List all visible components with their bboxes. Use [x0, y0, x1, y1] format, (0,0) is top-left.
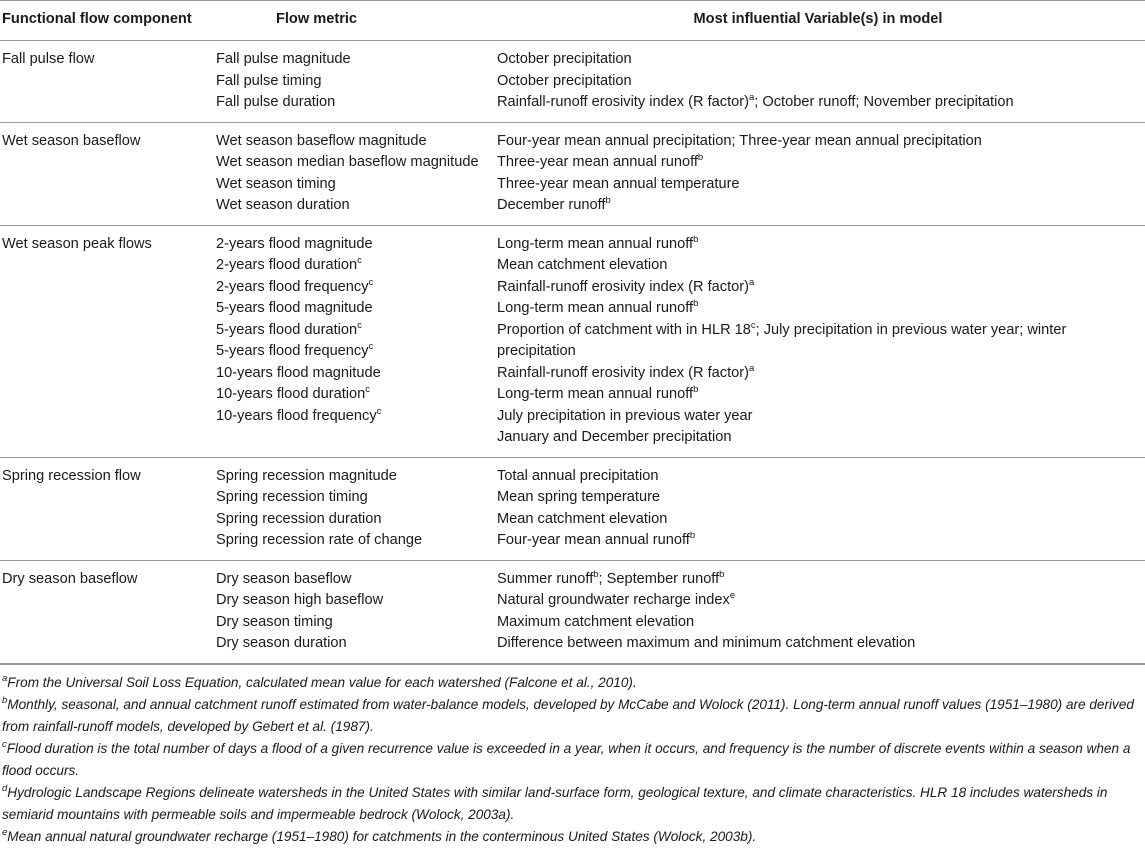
flow-metric-cell: [216, 225, 497, 457]
flow-metric: [216, 341, 497, 363]
flow-metric: [216, 255, 497, 277]
footnote-marker: a: [748, 362, 755, 374]
variables-cell: [497, 41, 1145, 123]
influential-variable: [497, 255, 1145, 277]
footnote-marker: c: [357, 255, 362, 266]
influential-variable-text: Mean catchment elevation: [497, 257, 668, 273]
table-row: [0, 122, 1145, 225]
influential-variable-text: ; October runoff; November precipitation: [754, 94, 1014, 110]
footnote-marker: a: [2, 672, 8, 684]
flow-metric: [216, 234, 497, 256]
footnote-marker: a: [748, 276, 755, 288]
footnote-text: Hydrologic Landscape Regions delineate watersheds in the United States with similar land-surface form, geological texture, and climate characteristics. HLR 18 includes watersheds in semiarid mountains with permeable soils and impermeable bedrock (Wolock, 2003a).: [2, 785, 1108, 822]
influential-variable: [497, 49, 1145, 71]
flow-component-cell: [0, 560, 216, 663]
influential-variable-text: Four-year mean annual runoff: [497, 532, 690, 548]
influential-variable-text: Difference between maximum and minimum catchment elevation: [497, 635, 916, 651]
header-component: Functional flow component: [0, 1, 216, 41]
footnote-marker: c: [365, 384, 371, 395]
footnotes: [0, 664, 1145, 848]
influential-variable-text: Long-term mean annual runoff: [497, 235, 694, 252]
footnote-marker: b: [2, 695, 8, 706]
influential-variable-text: Long-term mean annual runoff: [497, 386, 694, 402]
footnote-marker: a: [748, 92, 755, 103]
flow-metric-text: Dry season duration: [216, 635, 347, 651]
flow-component-cell: [0, 122, 216, 225]
flow-metric: [216, 298, 497, 320]
flow-metric-text: Fall pulse magnitude: [216, 51, 351, 67]
influential-variable: [497, 530, 1145, 552]
footnote-marker: b: [689, 530, 696, 541]
flow-metric-text: 5-years flood frequency: [216, 343, 369, 359]
flow-metric-text: 10-years flood duration: [216, 386, 366, 402]
footnote-marker: b: [593, 568, 599, 580]
flow-metric-text: Spring recession rate of change: [216, 532, 423, 548]
flow-component-cell: [0, 41, 216, 123]
footnote: [2, 826, 1141, 848]
flow-metric: [216, 509, 497, 531]
influential-variable-text: December runoff: [497, 197, 606, 213]
variables-cell: [497, 225, 1145, 457]
flow-metric: [216, 195, 497, 217]
footnote-marker: e: [2, 827, 8, 838]
influential-variable: [497, 298, 1145, 320]
influential-variable: [497, 92, 1145, 114]
flow-metric: [216, 277, 497, 299]
flow-metric-text: Wet season timing: [216, 175, 336, 192]
footnote-marker: c: [368, 341, 374, 352]
flow-component-label: Dry season baseflow: [2, 570, 138, 587]
influential-variable: [497, 320, 1145, 363]
flow-metric-cell: [216, 560, 497, 663]
flow-metric: [216, 406, 497, 428]
footnote-marker: e: [729, 590, 736, 601]
variables-cell: [497, 560, 1145, 663]
flow-metric-text: Spring recession duration: [216, 510, 382, 527]
flow-metric-text: 2-years flood magnitude: [216, 235, 373, 252]
influential-variable: [497, 363, 1145, 385]
influential-variable: [497, 152, 1145, 174]
influential-variable: [497, 174, 1145, 196]
flow-metric-text: Spring recession magnitude: [216, 467, 397, 484]
influential-variable: [497, 612, 1145, 634]
influential-variable: [497, 234, 1145, 256]
footnote-text: From the Universal Soil Loss Equation, calculated mean value for each watershed (Falcone et al., 2010).: [7, 674, 637, 690]
footnote-text: Flood duration is the total number of days a flood of a given recurrence value is exceeded in a year, when it occurs, and frequency is the number of discrete events within a season when a flood occurs.: [2, 741, 1131, 778]
flow-component-label: Spring recession flow: [2, 467, 141, 484]
variables-cell: [497, 457, 1145, 560]
flow-metric: [216, 363, 497, 385]
flow-metric: [216, 487, 497, 509]
influential-variable: [497, 277, 1145, 299]
footnote-marker: c: [376, 405, 382, 417]
flow-component-cell: [0, 225, 216, 457]
flow-metric-text: 5-years flood magnitude: [216, 300, 373, 316]
influential-variable: [497, 406, 1145, 428]
footnote-marker: c: [368, 276, 374, 288]
footnote-marker: b: [719, 568, 725, 580]
flow-metric: [216, 152, 497, 174]
influential-variable: [497, 633, 1145, 655]
flow-metric-text: Fall pulse duration: [216, 94, 336, 110]
flow-metric-text: Wet season baseflow magnitude: [216, 132, 427, 149]
influential-variable: [497, 427, 1145, 449]
influential-variable-text: ; July precipitation in previous water year; winter precipitation: [497, 321, 1067, 359]
flow-metric-text: Dry season timing: [216, 613, 333, 630]
influential-variable-text: Rainfall-runoff erosivity index (R factor): [497, 94, 749, 110]
flow-metric: [216, 569, 497, 591]
influential-variable-text: Proportion of catchment with in HLR 18: [497, 321, 751, 338]
flow-metric: [216, 320, 497, 342]
influential-variable-text: Three-year mean annual temperature: [497, 175, 740, 192]
footnote-marker: b: [697, 152, 704, 163]
influential-variable-text: Rainfall-runoff erosivity index (R factor): [497, 278, 749, 295]
footnote-marker: d: [2, 783, 8, 794]
flow-metric: [216, 131, 497, 153]
influential-variable: [497, 487, 1145, 509]
header-row: [0, 1, 1145, 41]
influential-variable-text: July precipitation in previous water year: [497, 407, 753, 424]
influential-variable-text: October precipitation: [497, 72, 632, 89]
flow-metric-text: Wet season median baseflow magnitude: [216, 154, 479, 170]
flow-metric: [216, 92, 497, 114]
influential-variable: [497, 384, 1145, 406]
flow-metric-text: Dry season high baseflow: [216, 592, 384, 608]
influential-variable-text: Total annual precipitation: [497, 467, 659, 484]
table-row: [0, 41, 1145, 123]
footnote: [2, 738, 1141, 781]
footnote-marker: b: [605, 195, 611, 206]
flow-component-label: Wet season baseflow: [2, 132, 141, 149]
footnote: [2, 782, 1141, 825]
footnote-text: Monthly, seasonal, and annual catchment runoff estimated from water-balance models, developed by McCabe and Wolock (2011). Long-term annual runoff values (1951–1980) are derived from rainfall-runoff models, developed by Gebert et al. (1987).: [2, 697, 1134, 734]
flow-metric-text: Spring recession timing: [216, 489, 368, 505]
flow-metric-text: 10-years flood frequency: [216, 407, 377, 424]
flow-metric: [216, 530, 497, 552]
table-row: [0, 225, 1145, 457]
influential-variable: [497, 569, 1145, 591]
influential-variable-text: Natural groundwater recharge index: [497, 592, 730, 608]
influential-variable-text: Summer runoff: [497, 570, 594, 587]
flow-metric-text: 2-years flood frequency: [216, 278, 369, 295]
influential-variable-text: Mean catchment elevation: [497, 510, 668, 527]
influential-variable-text: January and December precipitation: [497, 429, 732, 445]
flow-metric: [216, 612, 497, 634]
flow-component-cell: [0, 457, 216, 560]
table-body: [0, 41, 1145, 664]
flow-metric: [216, 71, 497, 93]
influential-variable-text: Three-year mean annual runoff: [497, 154, 698, 170]
footnote-text: Mean annual natural groundwater recharge (1951–1980) for catchments in the conterminous United States (Wolock, 2003b).: [7, 829, 757, 844]
flow-metric-text: 10-years flood magnitude: [216, 364, 381, 381]
flow-metric-cell: [216, 41, 497, 123]
flow-metric: [216, 590, 497, 612]
influential-variable: [497, 131, 1145, 153]
influential-variable-text: Rainfall-runoff erosivity index (R factor): [497, 364, 749, 381]
flow-metric: [216, 633, 497, 655]
influential-variable: [497, 509, 1145, 531]
table-row: [0, 457, 1145, 560]
flow-metric-text: 5-years flood duration: [216, 321, 358, 338]
flow-component-label: Fall pulse flow: [2, 51, 95, 67]
influential-variable-text: Long-term mean annual runoff: [497, 300, 694, 316]
influential-variable: [497, 590, 1145, 612]
influential-variable-text: Four-year mean annual precipitation; Three-year mean annual precipitation: [497, 132, 982, 149]
footnote-marker: c: [2, 739, 7, 750]
table-row: [0, 560, 1145, 663]
flow-metric: [216, 384, 497, 406]
flow-metric: [216, 466, 497, 488]
footnote: [2, 672, 1141, 694]
flow-component-label: Wet season peak flows: [2, 235, 152, 252]
flow-metric-cell: [216, 122, 497, 225]
influential-variable-text: Mean spring temperature: [497, 489, 661, 505]
influential-variable-text: October precipitation: [497, 51, 632, 67]
flow-metric: [216, 49, 497, 71]
flow-metric-text: Wet season duration: [216, 197, 350, 213]
variables-cell: [497, 122, 1145, 225]
influential-variable: [497, 466, 1145, 488]
flow-metric-text: 2-years flood duration: [216, 257, 358, 273]
footnote: [2, 694, 1141, 737]
header-metric: Flow metric: [216, 1, 497, 41]
flow-metric: [216, 174, 497, 196]
header-variables: Most influential Variable(s) in model: [497, 1, 1145, 41]
footnote-marker: b: [693, 233, 699, 245]
footnote-marker: c: [357, 319, 362, 331]
influential-variable-text: ; September runoff: [598, 570, 720, 587]
influential-variable: [497, 195, 1145, 217]
footnote-marker: b: [693, 298, 699, 309]
flow-metric-text: Dry season baseflow: [216, 570, 352, 587]
footnote-marker: b: [693, 384, 699, 395]
flow-metric-text: Fall pulse timing: [216, 72, 322, 89]
influential-variable: [497, 71, 1145, 93]
influential-variable-text: Maximum catchment elevation: [497, 613, 695, 630]
footnote-marker: c: [750, 319, 756, 331]
flow-metric-cell: [216, 457, 497, 560]
